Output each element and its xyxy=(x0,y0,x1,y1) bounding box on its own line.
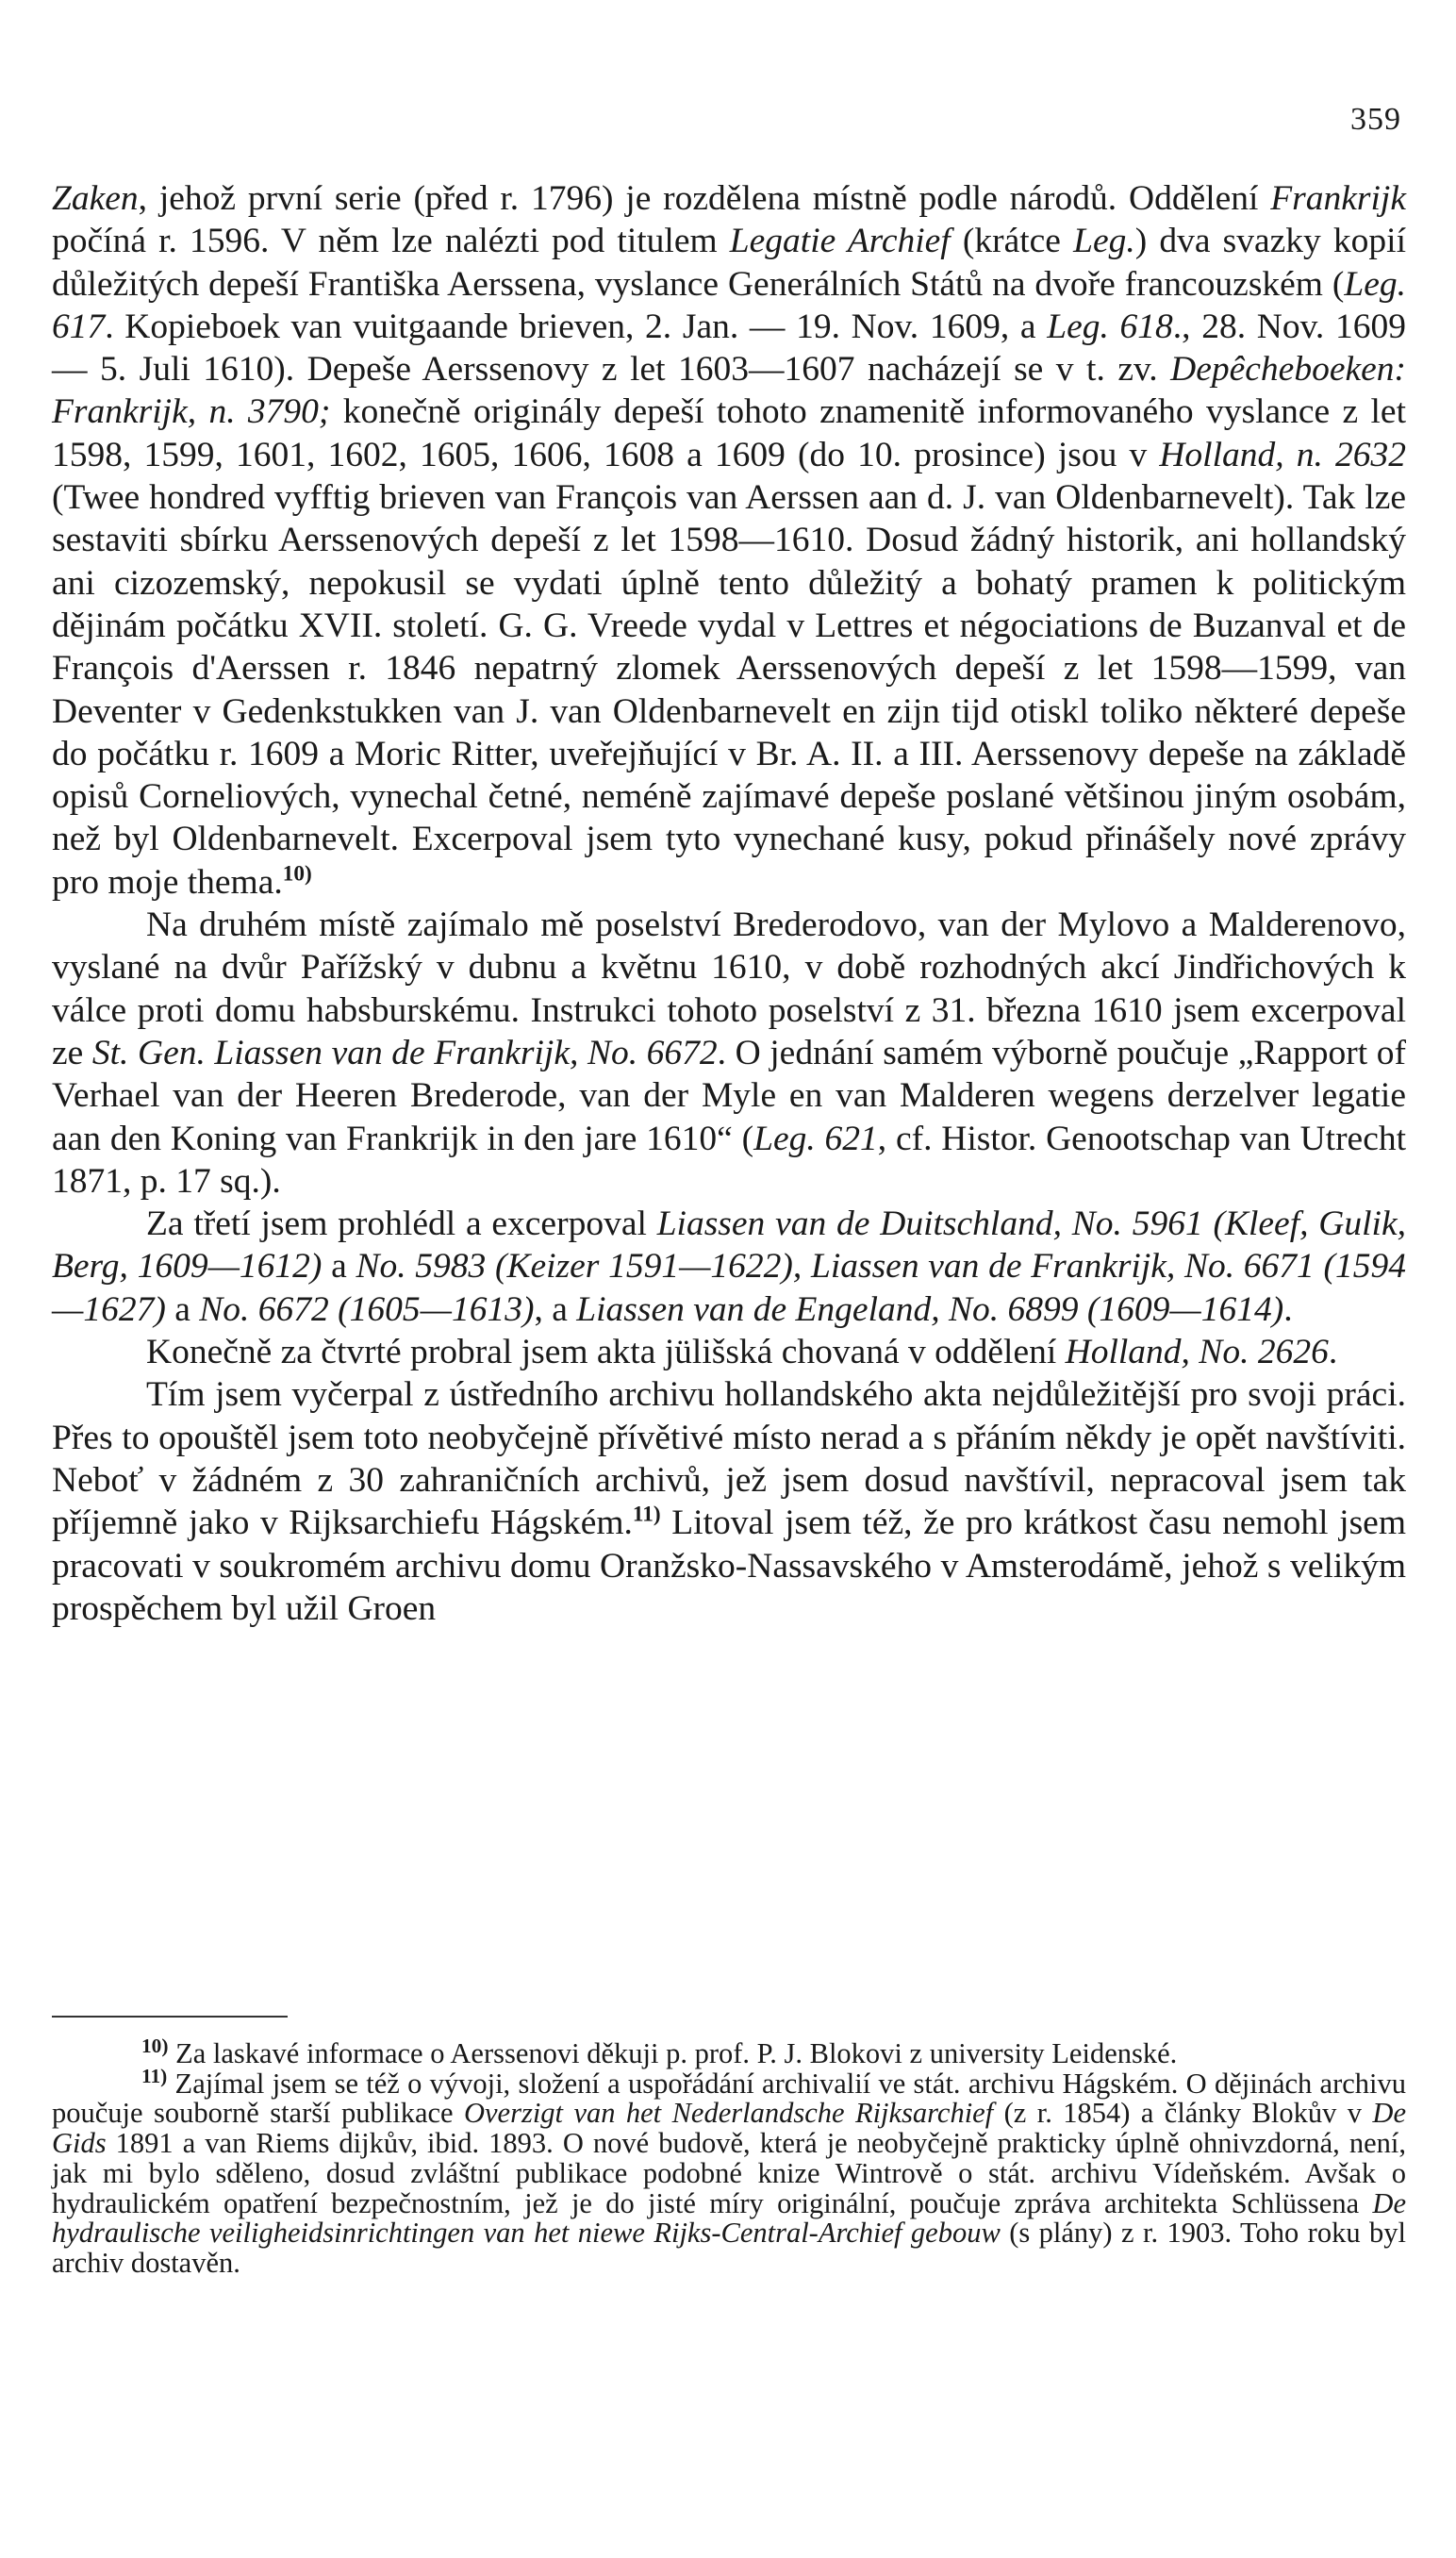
footnote-divider xyxy=(52,2016,288,2018)
footnote-marker: 10) xyxy=(141,2034,169,2057)
text-run: ., 28. Nov. 1609 — 5. Juli 1610). Depeše Aerssenovy z let 1603—1607 nacházejí se v t. zv. xyxy=(52,307,1406,390)
text-run: (Twee hondred vyfftig brieven van François van Aerssen aan d. J. van Oldenbarnevelt). Tak lze sestaviti sbírku Aerssenových depeší z let 1598—1610. Dosud žádný historik, ani hollandský ani cizozemský, nepokusil se vydati úplně tento důležitý a bohatý pramen k politickým dějinám počátku XVII. století. G. G. Vreede vydal v Lettres et négociations de Buzanval et de François d'Aerssen r. 1846 nepatrný zlomek Aerssenových depeší z let 1598—1599, van Deventer v Gedenkstukken van J. van Oldenbarnevelt en zijn tijd otiskl toliko některé depeše do počátku r. 1609 a Moric Ritter, uveřejňující v Br. A. II. a III. Aerssenovy depeše na základě opisů Corneliových, vynechal četné, neméně zajímavé depeše poslané většinou jiným osobám, než byl Oldenbarnevelt. Excerpoval jsem tyto vynechané kusy, pokud přinášely nové zprávy pro moje thema. xyxy=(52,478,1406,902)
text-run: Za třetí jsem prohlédl a excerpoval xyxy=(146,1204,657,1244)
text-run: . O jednání samém výborně poučuje „Rapport of Verhael van der Heeren Brederode, van der Myle en van Malderen wegens derzelver legatie aan den Koning van Frankrijk in den jare 1610“ ( xyxy=(52,1033,1406,1158)
italic-term: No. 6672 (1605—1613) xyxy=(199,1289,535,1329)
italic-term: Liassen van de Duitschland, No. 5961 (Kleef, Gulik, Berg, 1609—1612) xyxy=(52,1204,1406,1287)
paragraph-2 xyxy=(52,904,1406,1203)
italic-term: Zaken xyxy=(52,179,139,218)
text-run: 1891 a van Riems dijkův, ibid. 1893. O nové budově, která je neobyčejně prakticky úplně ohnivzdorná, není, jak mi bylo sděleno, dosud zvláštní publikace podobné knize Wintrově o stát. archivu Vídeňském. Avšak o hydraulickém opatření bezpečnostním, jež je do jisté míry originální, poučuje zpráva architekta Schlüssena xyxy=(52,2127,1406,2219)
italic-term: Leg. 621 xyxy=(753,1119,878,1158)
paragraph-5 xyxy=(52,1373,1406,1630)
text-run: . xyxy=(1283,1289,1293,1329)
footnote-reference[interactable]: 10) xyxy=(282,861,312,887)
text-run: a xyxy=(322,1247,356,1287)
italic-term: Leg. xyxy=(1073,222,1135,261)
footnotes xyxy=(52,2034,1406,2279)
paragraph-3 xyxy=(52,1203,1406,1331)
italic-term: Overzigt van het Nederlandsche Rijksarchief xyxy=(463,2097,994,2130)
italic-term: No. 5983 (Keizer 1591—1622), Liassen van de Frankrijk, No. 6671 (1594—1627) xyxy=(52,1247,1406,1329)
italic-term: St. Gen. Liassen van de Frankrijk, No. 6672 xyxy=(91,1033,718,1072)
text-run: Litoval jsem též, že pro krátkost času nemohl jsem pracovati v soukromém archivu domu Oranžsko-Nassavského v Amsterodámě, jehož s velikým prospěchem byl užil Groen xyxy=(52,1503,1406,1628)
italic-term: Holland, No. 2626 xyxy=(1065,1333,1329,1372)
text-run: konečně originály depeší tohoto znamenitě informovaného vyslance z let 1598, 1599, 1601, 1602, 1605, 1606, 1608 a 1609 (do 10. prosince) jsou v xyxy=(52,392,1406,474)
italic-term: De Gids xyxy=(52,2097,1406,2160)
italic-term: Holland, n. 2632 xyxy=(1159,435,1407,474)
italic-term: Liassen van de Engeland, No. 6899 (1609—1614) xyxy=(576,1289,1284,1329)
text-run: Zajímal jsem se též o vývoji, složení a uspořádání archivalií ve stát. archivu Hágském. O dějinách archivu poučuje souborně starší publikace xyxy=(52,2067,1406,2130)
text-run: Tím jsem vyčerpal z ústředního archivu hollandského akta nejdůležitější pro svoji práci. Přes to opouštěl jsem toto neobyčejně přívětivé místo nerad a s přáním někdy je opět navštíviti. Neboť v žádném z 30 zahraničních archivů, jež jsem dosud navštívil, nepracoval jsem tak příjemně jako v Rijksarchiefu Hágském. xyxy=(52,1375,1406,1543)
text-run: , jehož první serie (před r. 1796) je rozdělena místně podle národů. Oddělení xyxy=(138,179,1271,218)
body-text xyxy=(52,177,1406,1630)
footnote-11 xyxy=(52,2064,1406,2279)
italic-term: Depêcheboeken: Frankrijk, n. 3790; xyxy=(52,350,1406,432)
footnote-10 xyxy=(52,2034,1406,2069)
paragraph-4 xyxy=(52,1331,1406,1373)
paragraph-1 xyxy=(52,177,1406,904)
footnote-marker: 11) xyxy=(141,2064,168,2087)
footnote-reference[interactable]: 11) xyxy=(632,1502,661,1527)
italic-term: Legatie Archief xyxy=(729,222,951,261)
italic-term: Leg. 617 xyxy=(52,264,1406,346)
text-run: Na druhém místě zajímalo mě poselství Brederodovo, van der Mylovo a Malderenovo, vyslané na dvůr Pařížský v dubnu a květnu 1610, v době rozhodných akcí Jindřichových k válce proti domu habsburskému. Instrukci tohoto poselství z 31. března 1610 jsem excerpoval ze xyxy=(52,905,1406,1072)
text-run: (z r. 1854) a články Blokův v xyxy=(993,2097,1373,2130)
text-run: a xyxy=(165,1289,200,1329)
page-number: 359 xyxy=(1350,102,1401,137)
text-run: . Kopieboek van vuitgaande brieven, 2. Jan. — 19. Nov. 1609, a xyxy=(105,307,1048,346)
italic-term: Leg. 618 xyxy=(1047,307,1173,346)
italic-term: De hydraulische veiligheidsinrichtingen van het niewe Rijks-Central-Archief gebouw xyxy=(52,2186,1406,2250)
text-run: Za laskavé informace o Aerssenovi děkuji p. prof. P. J. Blokovi z university Leidenské. xyxy=(168,2037,1178,2069)
text-run: , a xyxy=(534,1289,577,1329)
text-run: Konečně za čtvrté probral jsem akta jülišská chovaná v oddělení xyxy=(146,1333,1066,1372)
text-run: ) dva svazky kopií důležitých depeší Františka Aerssena, vyslance Generálních Států na dvoře francouzském ( xyxy=(52,222,1406,304)
text-run: . xyxy=(1328,1333,1338,1372)
text-run: počíná r. 1596. V něm lze nalézti pod titulem xyxy=(52,222,730,261)
text-run: (s plány) z r. 1903. Toho roku byl archiv dostavěn. xyxy=(52,2217,1406,2279)
text-run: , cf. Histor. Genootschap van Utrecht 1871, p. 17 sq.). xyxy=(52,1119,1407,1201)
italic-term: Frankrijk xyxy=(1270,179,1406,218)
text-run: (krátce xyxy=(950,222,1074,261)
